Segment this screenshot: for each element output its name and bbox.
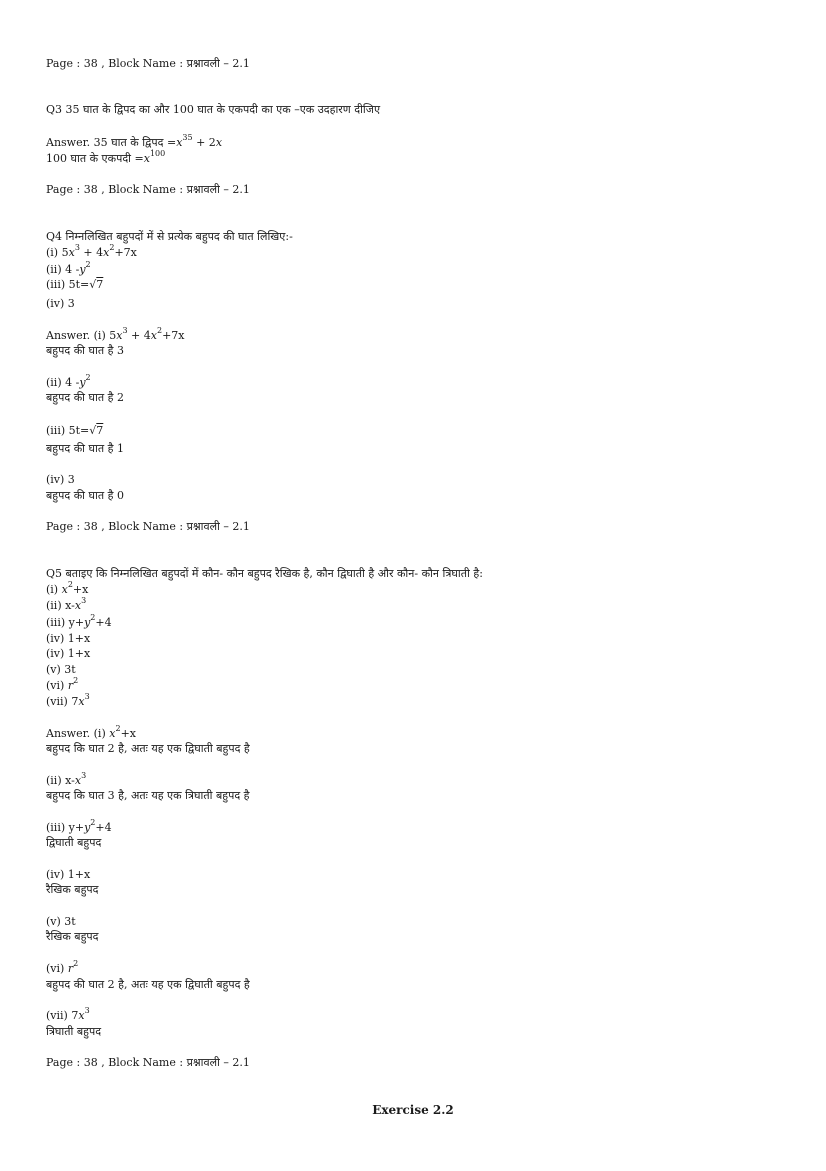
block-label: Page : 38 , Block Name : प्रश्नावली – 2.1 [46, 520, 250, 533]
q5-classification-i: बहुपद कि घात 2 है, अतः यह एक द्विघाती बहुपद है [46, 742, 250, 755]
q4-item-iii: (iii) 5t=√7 [46, 278, 104, 291]
q5-answer-v: (v) 3t [46, 915, 76, 928]
q4-item-iv: (iv) 3 [46, 297, 75, 310]
answer-q3-binomial: Answer. 35 घात के द्विपद $=x^{35} + 2x$ [46, 133, 223, 149]
q4-answer-iii: (iii) 5t=√7 [46, 424, 104, 437]
q5-answer-i: Answer. (i) $x^2+x$ [46, 724, 136, 740]
q5-answer-iv: (iv) 1+x [46, 868, 91, 881]
q5-classification-iii: द्विघाती बहुपद [46, 836, 102, 849]
answer-q3-monomial: 100 घात के एकपदी $=x^{100}$ [46, 149, 166, 165]
q4-answer-ii: (ii) 4 $-y^2$ [46, 373, 91, 389]
q4-degree-iii: बहुपद की घात है 1 [46, 442, 124, 455]
q4-answer-iv: (iv) 3 [46, 473, 75, 486]
q4-degree-iv: बहुपद की घात है 0 [46, 489, 124, 502]
q5-item-iv-repeat: (iv) 1+x [46, 647, 91, 660]
question-q4: Q4 निम्नलिखित बहुपदों में से प्रत्येक बहुपद की घात लिखिए:- [46, 230, 293, 243]
q5-answer-ii: (ii) $x-x^3$ [46, 771, 87, 787]
block-label: Page : 38 , Block Name : प्रश्नावली – 2.1 [46, 1056, 250, 1069]
q5-item-ii: (ii) $x-x^3$ [46, 596, 87, 612]
q5-classification-iv: रैखिक बहुपद [46, 883, 99, 896]
q4-degree-ii: बहुपद की घात है 2 [46, 391, 124, 404]
q5-item-iv: (iv) 1+x [46, 632, 91, 645]
q5-answer-iii: (iii) $y+y^2+4$ [46, 818, 112, 834]
q5-answer-vii: (vii) $7x^3$ [46, 1006, 90, 1022]
q5-classification-v: रैखिक बहुपद [46, 930, 99, 943]
exercise-heading: Exercise 2.2 [372, 1103, 454, 1117]
q4-item-i: (i) $5x^3 + 4x^2+7x$ [46, 243, 137, 259]
q5-classification-ii: बहुपद कि घात 3 है, अतः यह एक त्रिघाती बहुपद है [46, 789, 250, 802]
q4-answer-i: Answer. (i) $5x^3 + 4x^2+7x$ [46, 326, 185, 342]
q5-item-i: (i) $x^2+x$ [46, 580, 89, 596]
q5-item-iii: (iii) $y+y^2+4$ [46, 613, 112, 629]
q5-item-vii: (vii) $7x^3$ [46, 692, 90, 708]
block-label: Page : 38 , Block Name : प्रश्नावली – 2.1 [46, 57, 250, 70]
block-label: Page : 38 , Block Name : प्रश्नावली – 2.1 [46, 183, 250, 196]
q5-answer-vi: (vi) $r^2$ [46, 959, 79, 975]
question-q3: Q3 35 घात के द्विपद का और 100 घात के एकपदी का एक –एक उदहारण दीजिए [46, 103, 381, 116]
question-q5: Q5 बताइए कि निम्नलिखित बहुपदों में कौन- कौन बहुपद रैखिक है, कौन द्विघाती है और कौन- कौन त्रिघाती है: [46, 567, 483, 580]
q5-item-vi: (vi) $r^2$ [46, 676, 79, 692]
q5-item-v: (v) 3t [46, 663, 76, 676]
q5-classification-vi: बहुपद की घात 2 है, अतः यह एक द्विघाती बहुपद है [46, 978, 250, 991]
q5-classification-vii: त्रिघाती बहुपद [46, 1025, 102, 1038]
q4-degree-i: बहुपद की घात है 3 [46, 344, 124, 357]
q4-item-ii: (ii) 4 $-y^2$ [46, 260, 91, 276]
